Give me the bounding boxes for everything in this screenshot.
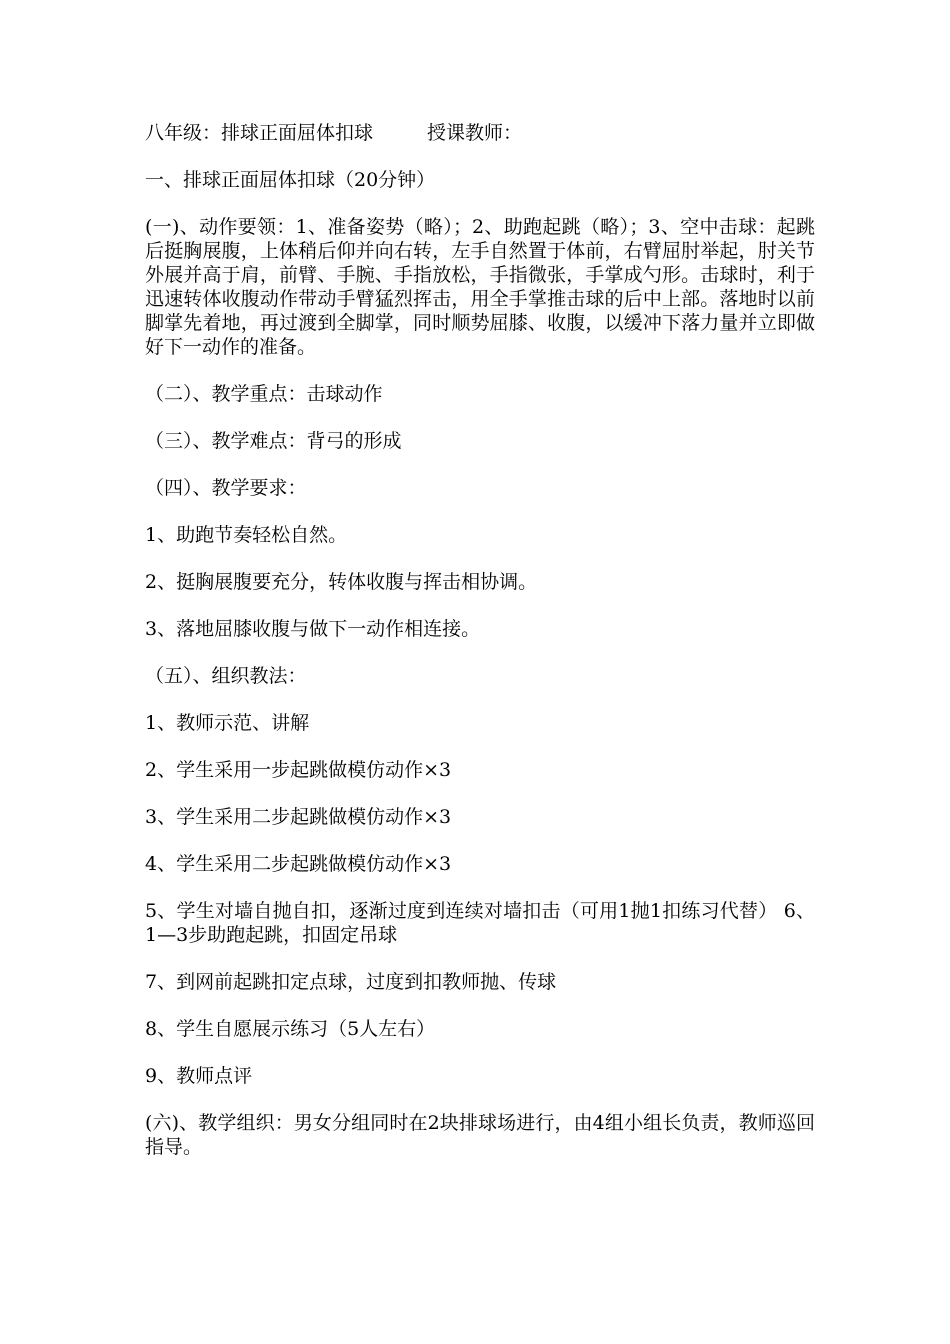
requirement-item: 2、挺胸展腹要充分，转体收腹与挥击相协调。 <box>145 571 538 593</box>
method-item: 5、学生对墙自抛自扣，逐渐过度到连续对墙扣击（可用1抛1扣练习代替） 6、1—3步助跑起跳，扣固定吊球 <box>145 900 815 946</box>
method-item: 7、到网前起跳扣定点球，过度到扣教师抛、传球 <box>145 971 557 993</box>
action-points-paragraph: (一)、动作要领：1、准备姿势（略）；2、助跑起跳（略）；3、空中击球：起跳后挺胸展腹，上体稍后仰并向右转，左手自然置于体前，右臂屈肘举起，肘关节外展并高于肩，前臂、手腕、手指放松，手指微张，手掌成勺形。击球时，利于迅速转体收腹动作带动手臂猛烈挥击，用全手掌推击球的后中上部。落地时以前脚掌先着地，再过渡到全脚掌，同时顺势屈膝、收腹，以缓冲下落力量并立即做好下一动作的准备。 <box>145 216 815 358</box>
method-title: （五）、组织教法： <box>145 665 307 687</box>
method-item: 1、教师示范、讲解 <box>145 712 310 734</box>
method-item: 4、学生采用二步起跳做模仿动作×3 <box>145 853 452 875</box>
requirement-item: 3、落地屈膝收腹与做下一动作相连接。 <box>145 618 481 640</box>
method-item: 9、教师点评 <box>145 1065 253 1087</box>
teacher-label: 授课教师： <box>427 122 523 144</box>
grade-title: 八年级：排球正面屈体扣球 <box>145 122 374 144</box>
method-item: 8、学生自愿展示练习（5人左右） <box>145 1018 436 1040</box>
method-item: 3、学生采用二步起跳做模仿动作×3 <box>145 806 452 828</box>
method-item: 2、学生采用一步起跳做模仿动作×3 <box>145 759 452 781</box>
document-body <box>145 121 815 1182</box>
organization-paragraph: (六)、教学组织：男女分组同时在2块排球场进行，由4组小组长负责，教师巡回指导。 <box>145 1112 815 1158</box>
key-point-line: （二）、教学重点：击球动作 <box>145 383 383 405</box>
difficulty-line: （三）、教学难点：背弓的形成 <box>145 430 402 452</box>
section-title: 一、排球正面屈体扣球（20分钟） <box>145 169 436 191</box>
requirement-item: 1、助跑节奏轻松自然。 <box>145 524 348 546</box>
requirements-title: （四）、教学要求： <box>145 477 307 499</box>
lesson-header <box>145 121 815 145</box>
